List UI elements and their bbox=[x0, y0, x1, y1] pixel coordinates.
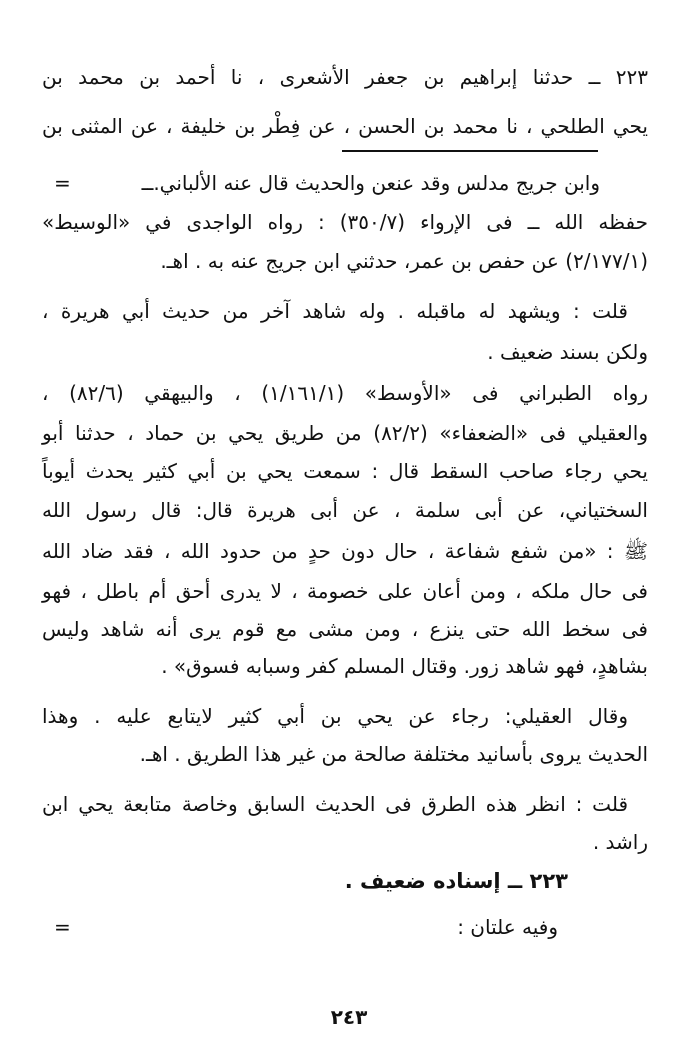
footnote-line: وابن جريج مدلس وقد عنعن والحديث قال عنه الألباني.ــ bbox=[141, 171, 600, 195]
footnote-line: حفظه الله ــ فى الإرواء (٣٥٠/٧) : رواه الواجدى في «الوسيط» bbox=[42, 210, 648, 234]
paragraph-line: الحديث يروى بأسانيد مختلفة صالحة من غير هذا الطريق . اهـ. bbox=[139, 742, 648, 766]
grading-heading: ٢٢٣ ــ إسناده ضعيف . bbox=[344, 869, 568, 893]
hadith-text-line: ٢٢٣ ــ حدثنا إبراهيم بن جعفر الأشعرى ، نا أحمد بن محمد بن bbox=[42, 65, 648, 89]
paragraph-line: يحي رجاء صاحب السقط قال : سمعت يحي بن أبي كثير يحدث أيوباً bbox=[42, 459, 648, 483]
footnote-line: (٢/١٧٧/١) عن حفص بن عمر، حدثني ابن جريج عنه به . اهـ. bbox=[160, 249, 648, 273]
continuation-marker: = bbox=[54, 171, 71, 195]
paragraph-line: قلت : ويشهد له ماقبله . وله شاهد آخر من حديث أبي هريرة ، bbox=[42, 299, 628, 323]
paragraph-line: راشد . bbox=[592, 830, 648, 854]
hadith-text-line: يحي الطلحي ، نا محمد بن الحسن ، عن فِطْر بن خليفة ، عن المثنى بن bbox=[42, 114, 648, 138]
paragraph-line: قلت : انظر هذه الطرق فى الحديث السابق وخاصة متابعة يحي ابن bbox=[42, 792, 628, 816]
paragraph-line: ﷺ : «من شفع شفاعة ، حال دون حدٍ من حدود الله ، فقد ضاد الله bbox=[42, 539, 648, 563]
paragraph-line: والعقيلي فى «الضعفاء» (٨٢/٢) من طريق يحي بن حماد ، حدثنا أبو bbox=[42, 421, 648, 445]
paragraph-line: السختياني، عن أبى سلمة ، عن أبى هريرة قال: قال رسول الله bbox=[42, 498, 648, 522]
paragraph-line: رواه الطبراني فى «الأوسط» (١/١٦١/١) ، والبيهقي (٨٢/٦) ، bbox=[42, 381, 648, 405]
paragraph-line: بشاهدٍ، فهو شاهد زور. وقتال المسلم كفر وسبابه فسوق» . bbox=[161, 654, 648, 678]
paragraph-line: فى سخط الله حتى ينزع ، ومن مشى مع قوم يرى أنه شاهد وليس bbox=[42, 617, 648, 641]
paragraph-line: ولكن بسند ضعيف . bbox=[487, 340, 648, 364]
paragraph-line: وقال العقيلي: رجاء عن يحي بن أبي كثير لايتابع عليه . وهذا bbox=[42, 704, 628, 728]
paragraph-line: فى حال ملكه ، ومن أعان على خصومة ، لا يدرى أحق أم باطل ، فهو bbox=[42, 579, 648, 603]
page-number: ٢٤٣ bbox=[330, 1005, 368, 1029]
footnote-separator bbox=[342, 150, 598, 152]
continuation-marker: = bbox=[54, 915, 71, 939]
footnote-line: وفيه علتان : bbox=[457, 915, 558, 939]
